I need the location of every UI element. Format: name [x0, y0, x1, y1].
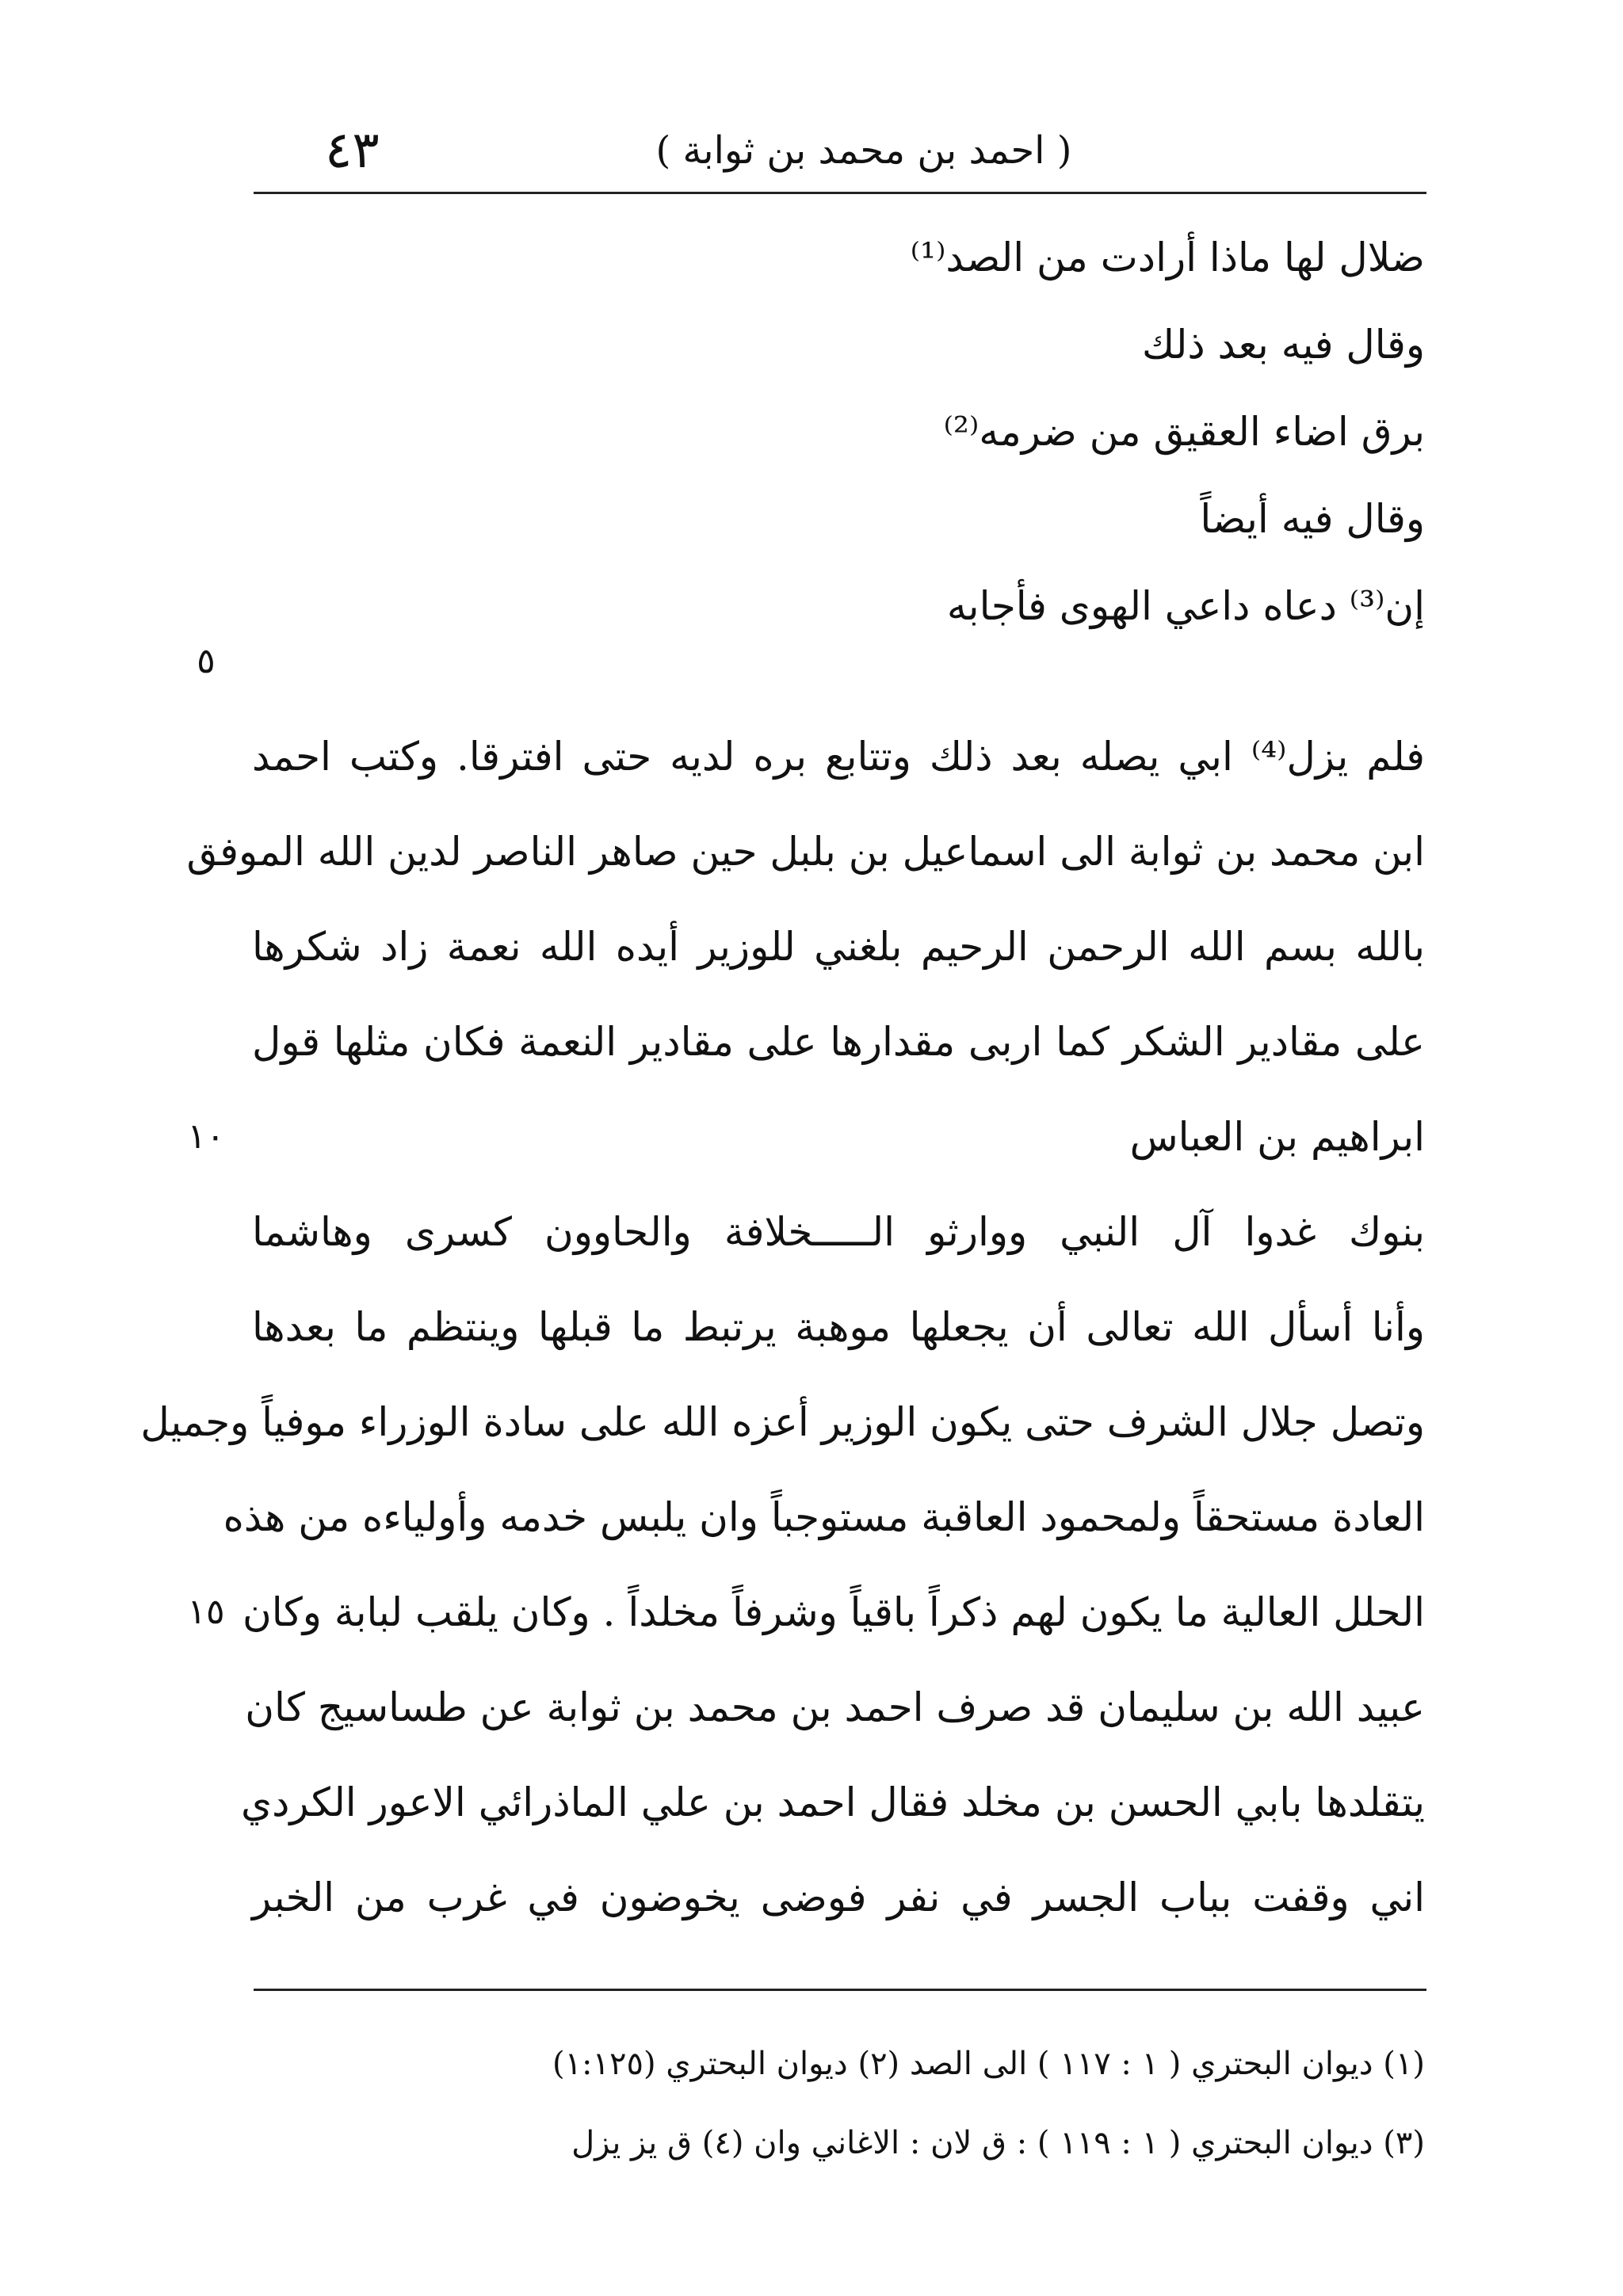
line-marker-5: ٥ — [197, 641, 216, 681]
footnote-rule — [254, 1989, 1426, 1991]
text-line: فلم يزل⁽⁴⁾ ابي يصله بعد ذلك وتتابع بره لديه حتى افترقا. وكتب احمد — [252, 734, 1425, 780]
footnote-line: (١) ديوان البحتري ( ١ : ١١٧ ) الى الصد (٢) ديوان البحتري (١:١٢٥) — [552, 2046, 1425, 2082]
text-line: الحلل العالية ما يكون لهم ذكراً باقياً وشرفاً مخلداً . وكان يلقب لبابة وكان — [242, 1589, 1425, 1635]
text-line: ابراهيم بن العباس — [1129, 1114, 1425, 1160]
footnote-line: (٣) ديوان البحتري ( ١ : ١١٩ ) : ق لان : الاغاني وان (٤) ق يز يزل — [571, 2125, 1425, 2161]
verse-line: ضلال لها ماذا أرادت من الصد⁽¹⁾ — [910, 235, 1425, 280]
page-header — [254, 111, 1426, 198]
page-number: ٤٣ — [325, 121, 380, 180]
text-line: بالله بسم الله الرحمن الرحيم بلغني للوزير أيده الله نعمة زاد شكرها — [252, 924, 1425, 970]
text-line: وقال فيه بعد ذلك — [1141, 322, 1425, 368]
running-title: ( احمد بن محمد بن ثوابة ) — [655, 128, 1072, 173]
text-line: وأنا أسأل الله تعالى أن يجعلها موهبة يرتبط ما قبلها وينتظم ما بعدها — [252, 1304, 1425, 1350]
header-rule — [254, 192, 1426, 194]
text-line: ابن محمد بن ثوابة الى اسماعيل بن بلبل حين صاهر الناصر لدين الله الموفق — [186, 829, 1425, 875]
line-marker-15: ١٥ — [187, 1592, 225, 1632]
text-line: عبيد الله بن سليمان قد صرف احمد بن محمد بن ثوابة عن طساسيج كان — [245, 1684, 1425, 1730]
text-line: يتقلدها بابي الحسن بن مخلد فقال احمد بن علي الماذرائي الاعور الكردي — [240, 1779, 1425, 1825]
text-line: على مقادير الشكر كما اربى مقدارها على مقادير النعمة فكان مثلها قول — [252, 1019, 1425, 1065]
text-line: العادة مستحقاً ولمحمود العاقبة مستوجباً وان يلبس خدمه وأولياءه من هذه — [223, 1494, 1425, 1540]
line-marker-10: ١٠ — [187, 1116, 225, 1157]
verse-line: بنوك غدوا آل النبي ووارثو الـــــخلافة والحاوون كسرى وهاشما — [252, 1209, 1425, 1255]
text-line: وتصل جلال الشرف حتى يكون الوزير أعزه الله على سادة الوزراء موفياً وجميل — [140, 1399, 1425, 1445]
text-line: وقال فيه أيضاً — [1200, 496, 1425, 542]
verse-line: إن⁽³⁾ دعاه داعي الهوى فأجابه — [946, 583, 1425, 629]
verse-line: برق اضاء العقيق من ضرمه⁽²⁾ — [943, 409, 1425, 455]
verse-line: اني وقفت بباب الجسر في نفر فوضى يخوضون في غرب من الخبر — [252, 1875, 1425, 1920]
